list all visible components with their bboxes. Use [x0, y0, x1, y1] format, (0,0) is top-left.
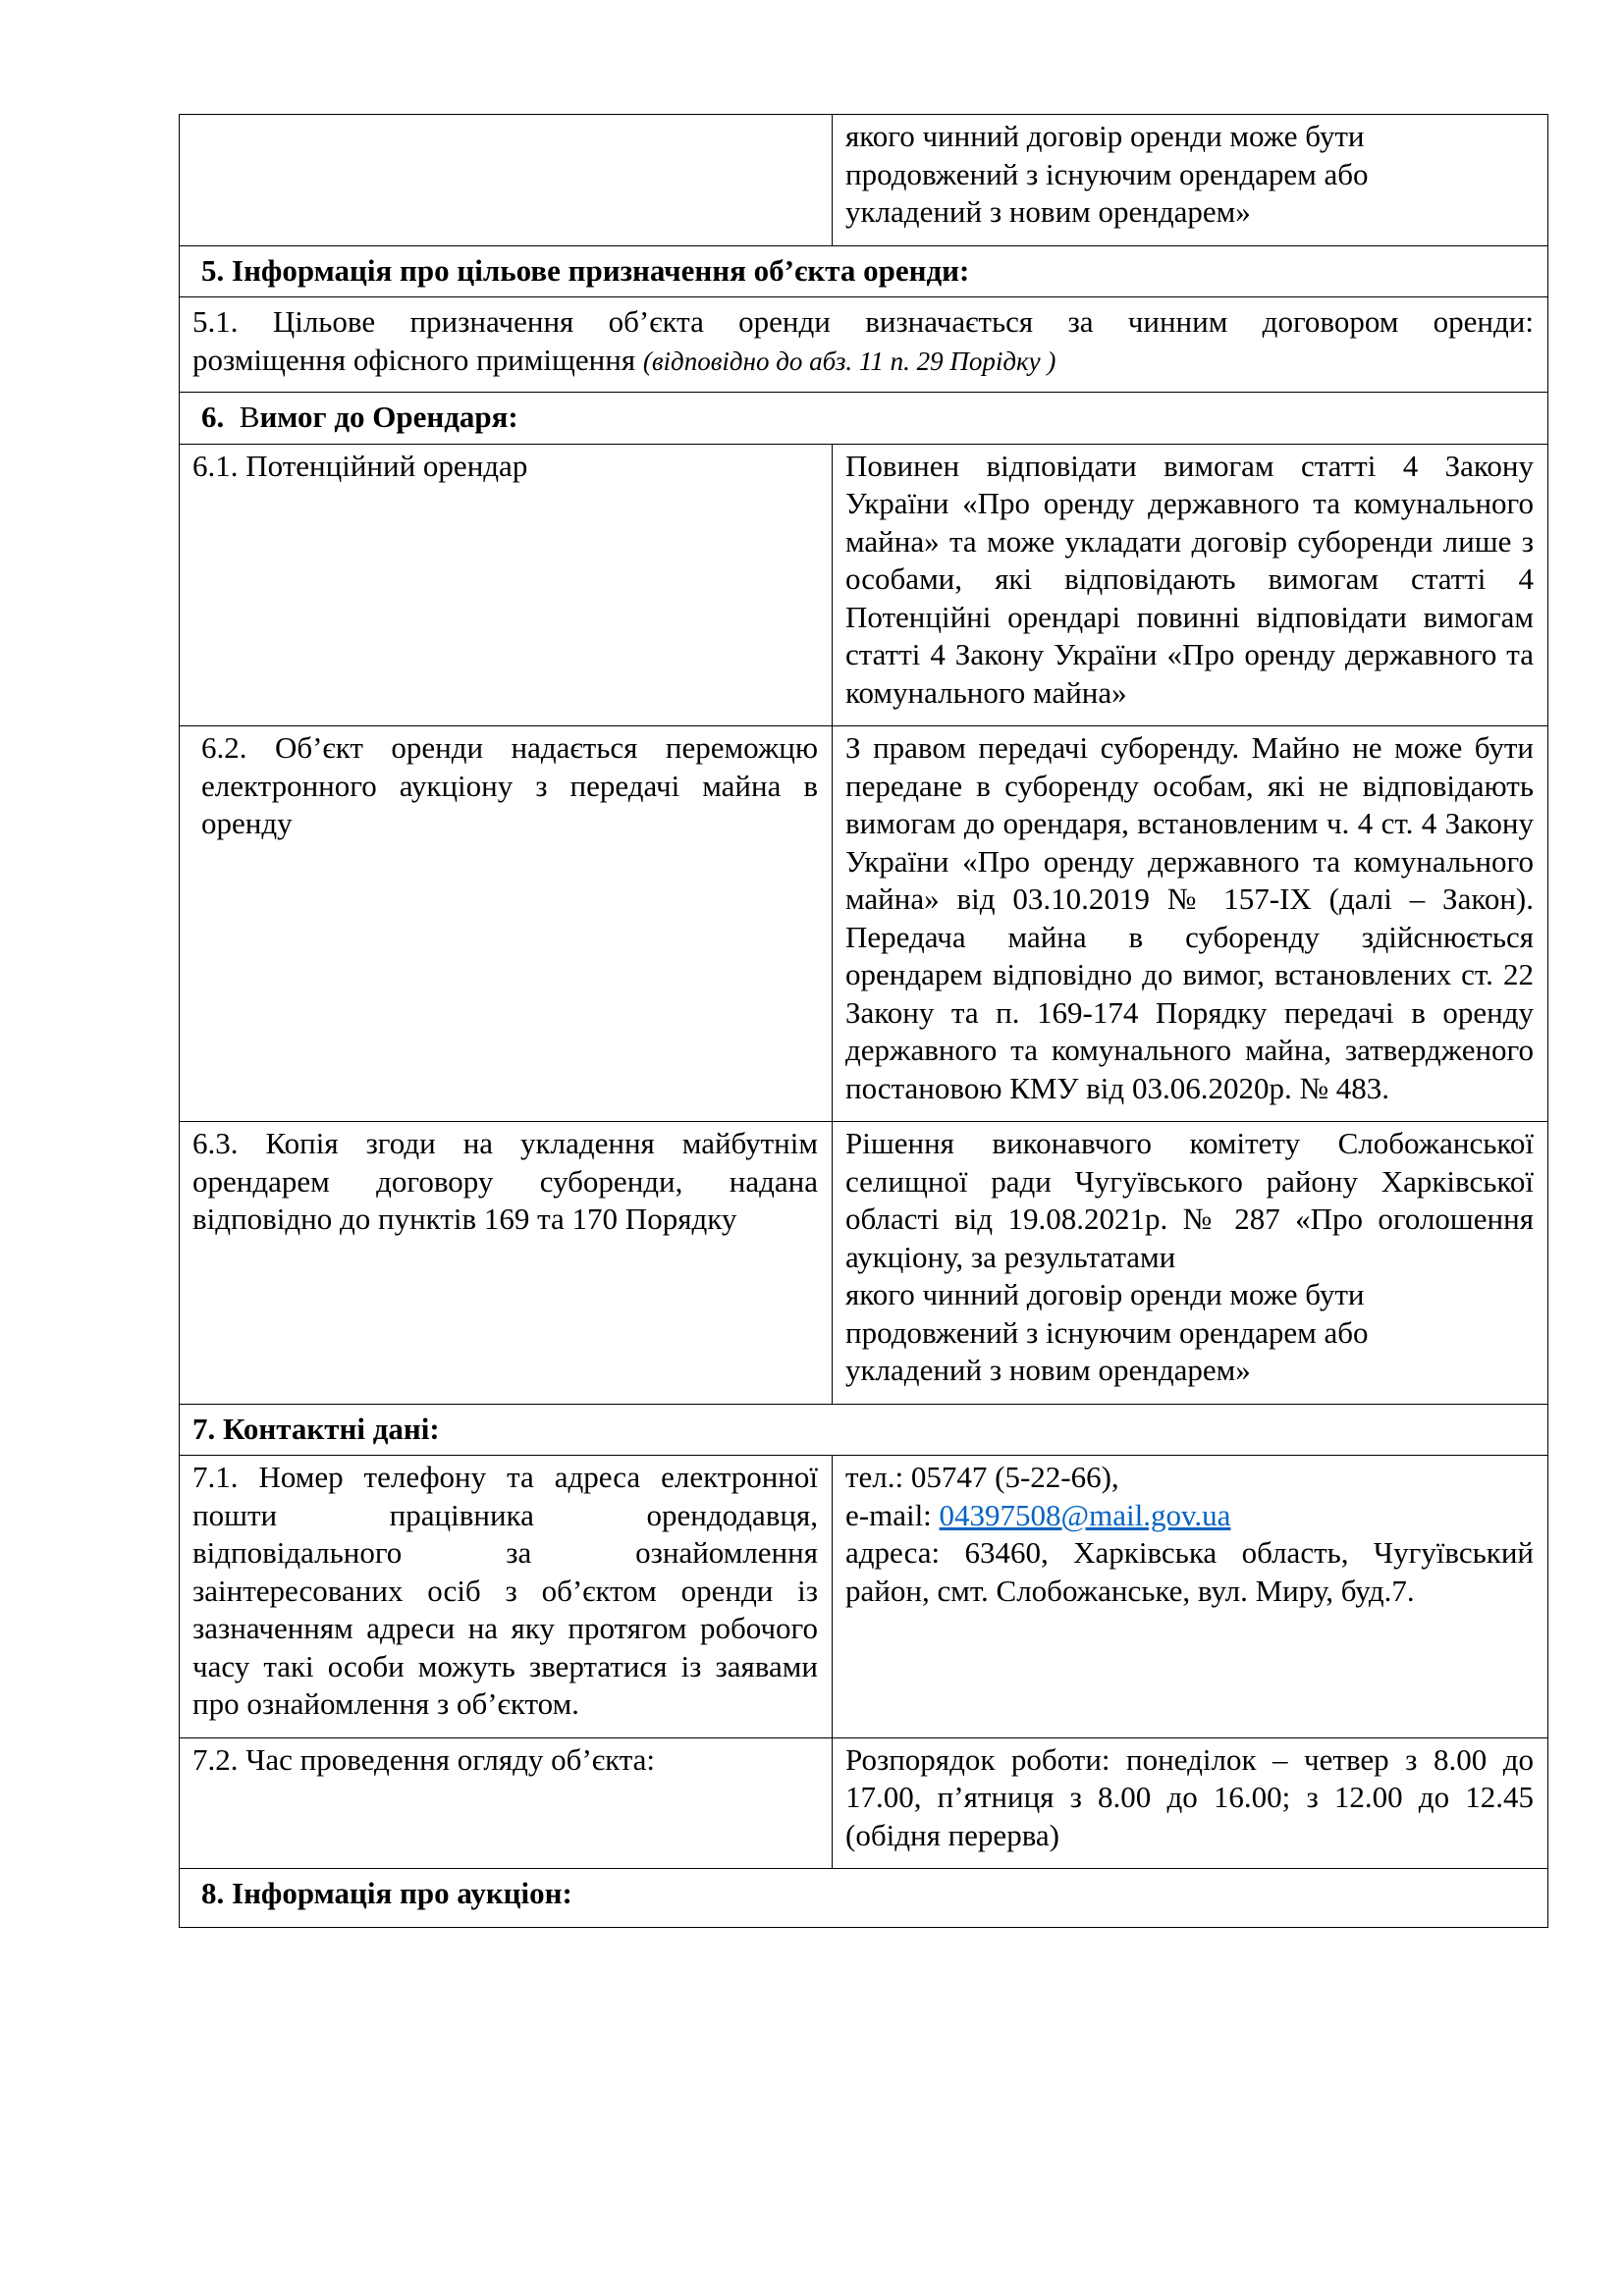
contact-email-line — [845, 1497, 1534, 1535]
item-7-1-label: 7.1. Номер телефону та адреса електронної пошти працівника орендодавця, відповідального за ознайомлення заінтересованих осіб з об’єктом оренди із зазначенням адреси на яку протягом робочого часу такі особи можуть звертатися із заявами про ознайомлення з об’єктом. — [180, 1456, 833, 1738]
section-5-heading-row — [180, 245, 1548, 297]
item-5-1-row — [180, 297, 1548, 393]
item-6-2-label: 6.2. Об’єкт оренди надається переможцю електронного аукціону з передачі майна в оренду — [180, 726, 833, 1122]
section-6-heading — [180, 393, 1548, 445]
continuation-line-3: укладений з новим орендарем» — [845, 194, 1251, 229]
item-5-1-line-2: розміщення офісного приміщення — [192, 342, 636, 377]
item-6-3-label: 6.3. Копія згоди на укладення майбутнім орендарем договору суборенди, надана відповідно до пунктів 169 та 170 Порядку — [180, 1122, 833, 1405]
document-table — [179, 114, 1548, 1928]
section-6-heading-number: 6. — [201, 400, 225, 434]
item-7-2-label: 7.2. Час проведення огляду об’єкта: — [180, 1737, 833, 1869]
contact-email-link[interactable]: 04397508@mail.gov.ua — [939, 1497, 1231, 1532]
item-6-3-value-main: Рішення виконавчого комітету Слобожанської селищної ради Чугуївського району Харківської області від 19.08.2021р. № 287 «Про оголошення аукціону, за результатами — [845, 1126, 1534, 1274]
section-8-heading: 8. Інформація про аукціон: — [180, 1869, 1548, 1928]
section-5-heading: 5. Інформація про цільове призначення об’єкта оренди: — [180, 245, 1548, 297]
item-6-2-value: З правом передачі суборенду. Майно не може бути передане в суборенду особам, які не відповідають вимогам до орендаря, встановленим ч. 4 ст. 4 Закону України «Про оренду державного та комунального майна» від 03.10.2019 № 157-IX (далі – Закон). Передача майна в суборенду здійснюється орендарем відповідно до вимог, встановлених ст. 22 Закону та п. 169-174 Порядку передачі в оренду державного та комунального майна, затвердженого постановою КМУ від 03.06.2020р. № 483. — [833, 726, 1548, 1122]
item-5-1-note: (відповідно до абз. 11 п. 29 Порідку ) — [642, 346, 1056, 376]
item-6-3-row — [180, 1122, 1548, 1405]
item-6-1-row — [180, 444, 1548, 726]
contact-email-label: e-mail: — [845, 1497, 940, 1532]
continuation-right-cell — [833, 115, 1548, 246]
item-6-3-value-tail-1: якого чинний договір оренди може бути — [845, 1277, 1365, 1311]
item-7-1-value — [833, 1456, 1548, 1738]
item-6-3-value — [833, 1122, 1548, 1405]
section-8-heading-row — [180, 1869, 1548, 1928]
contact-phone: тел.: 05747 (5-22-66), — [845, 1460, 1119, 1494]
continuation-left-cell — [180, 115, 833, 246]
section-6-heading-row — [180, 393, 1548, 445]
contact-address: адреса: 63460, Харківська область, Чугуївський район, смт. Слобожанське, вул. Миру, буд.7. — [845, 1535, 1534, 1608]
continuation-row — [180, 115, 1548, 246]
item-6-1-label: 6.1. Потенційний орендар — [180, 444, 833, 726]
section-7-heading: 7. Контактні дані: — [180, 1404, 1548, 1456]
item-7-2-value: Розпорядок роботи: понеділок – четвер з 8.00 до 17.00, п’ятниця з 8.00 до 16.00; з 12.00 до 12.45 (обідня перерва) — [833, 1737, 1548, 1869]
section-6-heading-text: имог до Орендаря: — [259, 400, 518, 434]
section-7-heading-row — [180, 1404, 1548, 1456]
continuation-line-2: продовжений з існуючим орендарем або — [845, 156, 1369, 191]
item-6-1-value: Повинен відповідати вимогам статті 4 Закону України «Про оренду державного та комунального майна» та може укладати договір суборенди лише з особами, які відповідають вимогам статті 4 Потенційні орендарі повинні відповідати вимогам статті 4 Закону України «Про оренду державного та комунального майна» — [833, 444, 1548, 726]
item-5-1-line-1: 5.1. Цільове призначення об’єкта оренди визначається за чинним договором оренди: — [192, 304, 1534, 339]
section-6-heading-initial: В — [239, 400, 260, 434]
item-7-2-row — [180, 1737, 1548, 1869]
item-7-1-row — [180, 1456, 1548, 1738]
item-6-2-row — [180, 726, 1548, 1122]
item-6-3-value-tail-3: укладений з новим орендарем» — [845, 1353, 1251, 1387]
item-6-3-value-tail-2: продовжений з існуючим орендарем або — [845, 1314, 1369, 1350]
continuation-line-1: якого чинний договір оренди може бути — [845, 119, 1365, 153]
item-5-1-cell — [180, 297, 1548, 393]
